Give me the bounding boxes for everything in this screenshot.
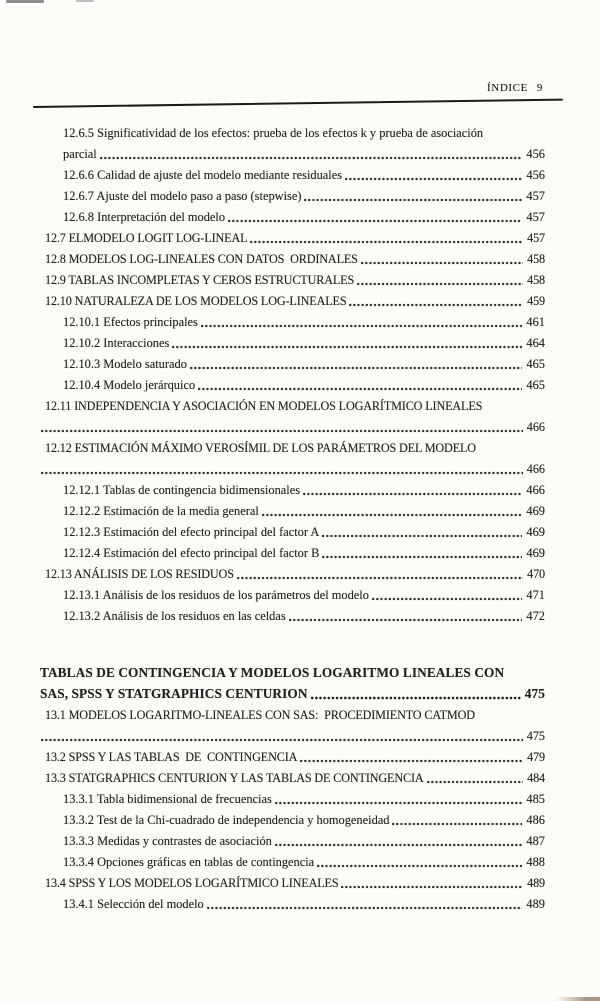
toc-row: [38, 395, 545, 416]
toc-leader-dots: [427, 780, 524, 784]
toc-row: [38, 767, 545, 788]
toc-row: [38, 809, 545, 830]
toc-row: [38, 416, 545, 437]
toc-row: [38, 542, 545, 563]
toc-leader-dots: [357, 282, 523, 286]
toc-leader-dots: [300, 759, 523, 763]
toc-page-number: 471: [526, 588, 545, 602]
toc-row: [38, 788, 545, 809]
toc-row: [38, 521, 545, 542]
toc-page-number: 489: [527, 876, 545, 890]
toc-entry-label: 12.13.1 Análisis de los residuos de los parámetros del modelo: [63, 588, 369, 602]
toc-page-number: 461: [526, 315, 545, 329]
toc-entry-label: 12.10.2 Interacciones: [63, 336, 170, 350]
toc-row: [38, 290, 545, 311]
toc-leader-dots: [345, 177, 522, 181]
toc-row: [38, 437, 545, 458]
toc-entry-label: 13.3.2 Test de la Chi-cuadrado de independencia y homogeneidad: [63, 813, 390, 827]
toc-entry-label: 12.12.2 Estimación de la media general: [63, 504, 259, 518]
toc-entry-label: 13.3.1 Tabla bidimensional de frecuencias: [63, 792, 272, 806]
toc-page-number: 466: [526, 420, 545, 434]
toc-page-number: 469: [526, 504, 545, 518]
toc-row: [38, 605, 545, 626]
toc-page-number: 457: [527, 231, 545, 245]
toc-row: [38, 851, 545, 872]
toc-page-number: 486: [526, 813, 545, 827]
toc-row: [38, 227, 545, 248]
header-page-number: 9: [536, 82, 543, 94]
toc-row: [38, 353, 545, 374]
toc-row: [38, 332, 545, 353]
toc-leader-dots: [317, 864, 522, 868]
toc-entry-label: 12.12.3 Estimación del efecto principal del factor A: [63, 525, 320, 539]
toc-page-number: 475: [524, 686, 545, 701]
toc-page-number: 464: [526, 336, 545, 350]
toc-list: [38, 122, 545, 914]
page-header: [487, 82, 543, 94]
toc-entry-label: 12.13.2 Análisis de los residuos en las celdas: [63, 609, 286, 623]
toc-entry-label: 12.7 ELMODELO LOGIT LOG-LINEAL: [45, 231, 248, 245]
toc-leader-dots: [372, 597, 522, 601]
toc-page-number: 489: [526, 897, 545, 911]
toc-page-number: 469: [526, 525, 545, 539]
toc-row: [38, 479, 545, 500]
toc-row: [38, 683, 545, 704]
toc-leader-dots: [190, 366, 523, 370]
toc-entry-label: 12.12.4 Estimación del efecto principal del factor B: [63, 546, 320, 560]
toc-page-number: 470: [527, 567, 545, 581]
toc-page-number: 475: [526, 729, 545, 743]
toc-row: [38, 185, 545, 206]
toc-leader-dots: [275, 801, 523, 805]
toc-leader-dots: [322, 534, 522, 538]
toc-row: [38, 206, 545, 227]
toc-row: [38, 122, 545, 143]
toc-leader-dots: [100, 156, 523, 160]
toc-page-number: 488: [526, 855, 545, 869]
toc-entry-label: SAS, SPSS Y STATGRAPHICS CENTURION: [40, 686, 308, 701]
toc-row: [38, 143, 545, 164]
toc-entry-label: 12.10.1 Efectos principales: [63, 315, 198, 329]
toc-leader-dots: [250, 240, 523, 244]
toc-leader-dots: [237, 576, 523, 580]
toc-page-number: 472: [526, 609, 545, 623]
toc-leader-dots: [361, 261, 523, 265]
toc-page-number: 484: [527, 771, 545, 785]
scan-edge-artifact: [76, 0, 94, 2]
toc-leader-dots: [207, 906, 523, 910]
toc-page-number: 458: [527, 252, 545, 266]
toc-row: [38, 374, 545, 395]
toc-leader-dots: [172, 345, 522, 349]
toc-entry-label: 12.10.3 Modelo saturado: [63, 357, 187, 371]
toc-entry-label: 12.6.5 Significatividad de los efectos: prueba de los efectos k y prueba de asociación: [63, 126, 484, 140]
toc-page-number: 466: [526, 462, 545, 476]
toc-leader-dots: [303, 492, 522, 496]
toc-row: [38, 872, 545, 893]
toc-entry-label: 12.6.6 Calidad de ajuste del modelo mediante residuales: [63, 168, 343, 182]
scan-edge-artifact: [6, 0, 44, 3]
toc-page-number: 465: [526, 378, 545, 392]
toc-page-number: 465: [526, 357, 545, 371]
toc-entry-label: 12.12.1 Tablas de contingencia bidimensionales: [63, 483, 301, 497]
toc-row: [38, 725, 545, 746]
toc-leader-dots: [41, 471, 523, 475]
toc-row: [38, 311, 545, 332]
toc-entry-label: 12.8 MODELOS LOG-LINEALES CON DATOS ORDINALES: [45, 252, 358, 266]
toc-entry-label: 13.2 SPSS Y LAS TABLAS DE CONTINGENCIA: [45, 750, 298, 764]
toc-row: [38, 458, 545, 479]
toc-leader-dots: [304, 198, 522, 202]
toc-page-number: 487: [526, 834, 545, 848]
toc-leader-dots: [349, 303, 523, 307]
toc-entry-label: 13.3.4 Opciones gráficas en tablas de contingencia: [63, 855, 315, 869]
toc-entry-label: 12.6.7 Ajuste del modelo paso a paso (stepwise): [63, 189, 302, 203]
toc-entry-label: 12.13 ANÁLISIS DE LOS RESIDUOS: [45, 567, 234, 581]
toc-entry-label: 12.12 ESTIMACIÓN MÁXIMO VEROSÍMIL DE LOS PARÁMETROS DEL MODELO: [45, 441, 476, 455]
toc-row: [38, 500, 545, 521]
toc-page-number: 459: [527, 294, 545, 308]
toc-entry-label: 13.1 MODELOS LOGARITMO-LINEALES CON SAS: PROCEDIMIENTO CATMOD: [45, 708, 475, 722]
toc-leader-dots: [341, 885, 523, 889]
toc-row: [38, 746, 545, 767]
toc-page-number: 458: [527, 273, 545, 287]
toc-entry-label: 13.4 SPSS Y LOS MODELOS LOGARÍTMICO LINEALES: [45, 876, 339, 890]
toc-entry-label: TABLAS DE CONTINGENCIA Y MODELOS LOGARITMO LINEALES CON: [40, 665, 505, 680]
toc-row: [38, 893, 545, 914]
toc-entry-label: 13.3.3 Medidas y contrastes de asociación: [63, 834, 272, 848]
toc-page-number: 457: [526, 210, 545, 224]
header-title: ÍNDICE: [487, 82, 528, 94]
toc-leader-dots: [201, 324, 523, 328]
toc-entry-label: 12.9 TABLAS INCOMPLETAS Y CEROS ESTRUCTURALES: [45, 273, 355, 287]
toc-leader-dots: [289, 618, 523, 622]
scan-edge-artifact: [556, 997, 600, 1001]
toc-row: [38, 704, 545, 725]
toc-row: [38, 248, 545, 269]
toc-page-number: 456: [526, 147, 545, 161]
toc-entry-label: 12.6.8 Interpretación del modelo: [63, 210, 226, 224]
toc-page-number: 479: [527, 750, 545, 764]
toc-row: [38, 563, 545, 584]
toc-page-number: 456: [526, 168, 545, 182]
toc-page-number: 485: [526, 792, 545, 806]
toc-entry-label: 12.10 NATURALEZA DE LOS MODELOS LOG-LINEALES: [45, 294, 347, 308]
toc-entry-label: parcial: [63, 147, 97, 161]
toc-leader-dots: [41, 738, 523, 742]
toc-leader-dots: [198, 387, 522, 391]
toc-entry-label: 12.10.4 Modelo jerárquico: [63, 378, 196, 392]
toc-leader-dots: [322, 555, 522, 559]
toc-leader-dots: [262, 513, 523, 517]
toc-leader-dots: [392, 822, 522, 826]
toc-row: [38, 830, 545, 851]
toc-row: [38, 662, 545, 683]
header-rule: [33, 99, 563, 109]
toc-row: [38, 584, 545, 605]
toc-leader-dots: [275, 843, 523, 847]
toc-entry-label: 12.11 INDEPENDENCIA Y ASOCIACIÓN EN MODELOS LOGARÍTMICO LINEALES: [45, 399, 483, 413]
toc-entry-label: 13.3 STATGRAPHICS CENTURION Y LAS TABLAS DE CONTINGENCIA: [45, 771, 424, 785]
toc-leader-dots: [41, 429, 523, 433]
toc-row: [38, 269, 545, 290]
toc-page-number: 469: [526, 546, 545, 560]
toc-page-number: 457: [526, 189, 545, 203]
toc-row: [38, 164, 545, 185]
toc-leader-dots: [228, 219, 522, 223]
toc-page-number: 466: [526, 483, 545, 497]
toc-entry-label: 13.4.1 Selección del modelo: [63, 897, 204, 911]
toc-leader-dots: [311, 696, 521, 700]
